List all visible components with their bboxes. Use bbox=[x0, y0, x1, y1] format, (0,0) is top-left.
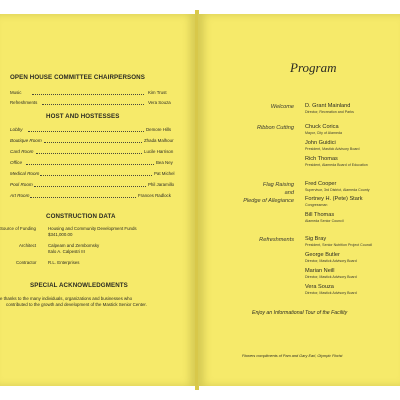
role-label: Office bbox=[10, 160, 22, 165]
contractor-value: R.L. Enterprises bbox=[48, 260, 80, 265]
dot-leader bbox=[30, 197, 136, 198]
hosts-title: HOST AND HOSTESSES bbox=[46, 113, 120, 120]
chairpersons-title: OPEN HOUSE COMMITTEE CHAIRPERSONS bbox=[10, 74, 145, 81]
person-name: Fortney H. (Pete) Stark bbox=[305, 196, 363, 202]
person-name: Lucile Harrison bbox=[144, 149, 174, 154]
role-label: Boutique Room bbox=[10, 138, 42, 143]
acknowledgments-title: SPECIAL ACKNOWLEDGMENTS bbox=[30, 282, 128, 289]
person-name: D. Grant Mainland bbox=[305, 103, 351, 109]
person-title: Alameda Senior Council bbox=[305, 219, 344, 223]
role-label: Pool Room bbox=[10, 182, 33, 187]
person-name: Chuck Corica bbox=[305, 124, 339, 130]
person-name: Sig Bray bbox=[305, 236, 327, 242]
role-label: Medical Room bbox=[10, 171, 40, 176]
role-label: Lobby bbox=[10, 127, 23, 132]
person-title: President, Mastick Advisory Board bbox=[305, 147, 360, 151]
person-title: Mayor, City of Alameda bbox=[305, 131, 342, 135]
person-title: President, Alameda Board of Education bbox=[305, 163, 368, 167]
role-label: Refreshments bbox=[10, 100, 38, 105]
program-item-label: Flag Raising bbox=[262, 182, 294, 188]
person-name: Zhada Malhour bbox=[144, 138, 174, 143]
person-name: Bill Thomas bbox=[305, 212, 335, 218]
person-name: John Guidici bbox=[305, 140, 336, 146]
person-name: Kim Trust bbox=[148, 90, 167, 95]
person-name: George Butler bbox=[305, 252, 340, 258]
person-name: Bea Ney bbox=[156, 160, 173, 165]
dot-leader bbox=[28, 131, 144, 132]
person-name: Frances Radlock bbox=[138, 193, 171, 198]
person-name: Vera Souza bbox=[148, 100, 171, 105]
program-item-label: Refreshments bbox=[259, 237, 294, 243]
person-title: Supervisor, 3rd District, Alameda County bbox=[305, 188, 370, 192]
person-name: Demore Hills bbox=[146, 127, 172, 132]
contractor-label: Contractor bbox=[16, 260, 37, 265]
role-label: Music bbox=[10, 90, 22, 95]
program-title: Program bbox=[290, 60, 337, 75]
person-name: Vera Souza bbox=[305, 284, 334, 290]
dot-leader bbox=[36, 153, 142, 154]
person-name: Rich Thomas bbox=[305, 156, 338, 162]
dot-leader bbox=[26, 164, 154, 165]
left-page bbox=[0, 14, 196, 386]
person-name: Pat Michel bbox=[154, 171, 175, 176]
dot-leader bbox=[42, 104, 144, 105]
architect-value: Calpeam and Zembomsky bbox=[48, 243, 100, 248]
person-title: Congressman bbox=[305, 203, 328, 207]
architect-value-2: Italo A. Calpestri III bbox=[48, 249, 85, 254]
flowers-credit: Flowers compliments of Pam and Gary Earl, Olympic Florist bbox=[242, 354, 343, 358]
program-item-label: Ribbon Cutting bbox=[256, 125, 294, 131]
funding-label: Source of Funding bbox=[0, 226, 36, 231]
person-title: Director, Mastick Advisory Board bbox=[305, 291, 357, 295]
person-title: President, Senior Nutrition Project Council bbox=[305, 243, 373, 247]
acknowledgments-line: e thanks to the many individuals, organizations and businesses who bbox=[0, 296, 133, 301]
program-item-label: Welcome bbox=[270, 104, 294, 110]
person-title: Director, Recreation and Parks bbox=[305, 110, 354, 114]
person-name: Fred Cooper bbox=[305, 181, 337, 187]
funding-amount: $341,000.00 bbox=[48, 232, 73, 237]
tour-note: Enjoy an Informational Tour of the Facility bbox=[252, 310, 348, 316]
dot-leader bbox=[34, 186, 146, 187]
program-item-label-3: Pledge of Allegiance bbox=[243, 198, 294, 204]
construction-title: CONSTRUCTION DATA bbox=[46, 213, 116, 220]
role-label: Card Room bbox=[10, 149, 34, 154]
person-title: Director, Mastick Advisory Board bbox=[305, 259, 357, 263]
acknowledgments-line: contributed to the growth and development of the Mastick Senior Center. bbox=[6, 302, 147, 307]
person-title: Director, Mastick Advisory Board bbox=[305, 275, 357, 279]
person-name: Marian Neill bbox=[305, 268, 335, 274]
right-page bbox=[198, 14, 400, 386]
program-item-label-2: and bbox=[284, 190, 294, 196]
dot-leader bbox=[32, 94, 144, 95]
architect-label: Architect bbox=[19, 243, 37, 248]
person-name: Phil Jaramillo bbox=[148, 182, 175, 187]
funding-value: Housing and Community Development Funds bbox=[48, 226, 137, 231]
dot-leader bbox=[44, 142, 142, 143]
dot-leader bbox=[40, 175, 152, 176]
role-label: Art Room bbox=[10, 193, 30, 198]
